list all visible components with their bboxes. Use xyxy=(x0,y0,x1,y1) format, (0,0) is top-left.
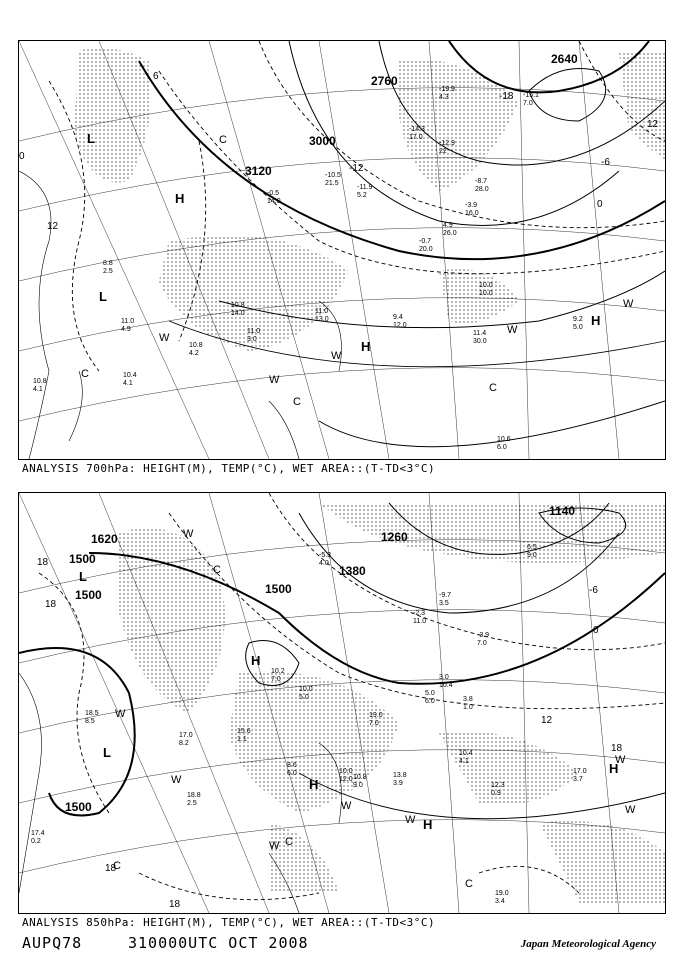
svg-text:3.9: 3.9 xyxy=(393,780,403,787)
svg-text:10.8: 10.8 xyxy=(33,378,47,385)
svg-text:C: C xyxy=(465,878,473,890)
svg-text:7.0: 7.0 xyxy=(477,640,487,647)
svg-text:C: C xyxy=(285,836,293,848)
height-label: 1500 xyxy=(69,552,96,566)
svg-text:3.4: 3.4 xyxy=(495,898,505,905)
svg-text:-11.9: -11.9 xyxy=(357,184,373,191)
svg-text:12: 12 xyxy=(47,221,59,232)
svg-text:C: C xyxy=(113,860,121,872)
svg-text:10.8: 10.8 xyxy=(189,342,203,349)
svg-text:10.0: 10.0 xyxy=(479,282,493,289)
svg-text:5.0: 5.0 xyxy=(425,690,435,697)
height-label: 2760 xyxy=(371,74,398,88)
svg-text:C: C xyxy=(489,382,497,394)
svg-text:5.0: 5.0 xyxy=(573,324,583,331)
svg-text:10.0: 10.0 xyxy=(479,290,493,297)
caption-700hpa: ANALYSIS 700hPa: HEIGHT(M), TEMP(°C), WET AREA::(T-TD<3°C) xyxy=(22,462,436,475)
svg-text:28.0: 28.0 xyxy=(475,186,489,193)
svg-text:W: W xyxy=(341,800,352,812)
svg-text:9.2: 9.2 xyxy=(573,316,583,323)
svg-text:-19.9: -19.9 xyxy=(439,86,455,93)
svg-text:18.5: 18.5 xyxy=(85,710,99,717)
svg-text:4.1: 4.1 xyxy=(123,380,133,387)
svg-text:-3.9: -3.9 xyxy=(477,632,490,639)
svg-text:1.1: 1.1 xyxy=(237,736,247,743)
caption-850hpa: ANALYSIS 850hPa: HEIGHT(M), TEMP(°C), WET AREA::(T-TD<3°C) xyxy=(22,916,436,929)
height-label: 1260 xyxy=(381,530,408,544)
svg-text:22: 22 xyxy=(439,148,447,155)
svg-text:10.4: 10.4 xyxy=(439,682,453,689)
svg-text:8.6: 8.6 xyxy=(287,762,297,769)
svg-text:12.0: 12.0 xyxy=(339,776,353,783)
svg-text:-12: -12 xyxy=(349,163,364,174)
svg-text:5.2: 5.2 xyxy=(357,192,367,199)
svg-text:12.3: 12.3 xyxy=(491,782,505,789)
height-label: 3120 xyxy=(245,164,272,178)
svg-text:C: C xyxy=(213,564,221,576)
svg-text:19.0: 19.0 xyxy=(495,890,509,897)
svg-text:-8.7: -8.7 xyxy=(475,178,488,185)
svg-text:C: C xyxy=(293,396,301,408)
high-center: H xyxy=(175,191,185,206)
svg-text:14.0: 14.0 xyxy=(267,198,281,205)
wet-area xyxy=(119,503,665,903)
svg-text:7.0: 7.0 xyxy=(369,720,379,727)
svg-text:0: 0 xyxy=(19,151,25,162)
svg-text:20.0: 20.0 xyxy=(419,246,433,253)
svg-text:-3.9: -3.9 xyxy=(465,202,478,209)
svg-text:11.0: 11.0 xyxy=(413,618,427,625)
svg-text:18: 18 xyxy=(169,899,181,910)
svg-text:10.0: 10.0 xyxy=(299,686,313,693)
svg-text:0.2: 0.2 xyxy=(31,838,41,845)
svg-text:9.0: 9.0 xyxy=(353,782,363,789)
svg-text:8.2: 8.2 xyxy=(179,740,189,747)
svg-text:0.9: 0.9 xyxy=(491,790,501,797)
high-center: H xyxy=(591,313,601,328)
svg-text:11.0: 11.0 xyxy=(247,328,261,335)
svg-text:1.0: 1.0 xyxy=(463,704,473,711)
low-center: L xyxy=(99,289,107,304)
height-label: 2640 xyxy=(551,52,578,66)
svg-text:-9.7: -9.7 xyxy=(439,592,452,599)
height-label: 1500 xyxy=(265,582,292,596)
svg-text:C: C xyxy=(81,368,89,380)
svg-text:4.1: 4.1 xyxy=(33,386,43,393)
svg-text:12: 12 xyxy=(541,715,553,726)
svg-text:21.5: 21.5 xyxy=(325,180,339,187)
wet-area xyxy=(74,48,665,351)
svg-text:W: W xyxy=(115,708,126,720)
svg-text:0: 0 xyxy=(597,199,603,210)
svg-text:-0.5: -0.5 xyxy=(267,190,280,197)
svg-text:-6: -6 xyxy=(601,157,610,168)
svg-text:30.0: 30.0 xyxy=(473,338,487,345)
high-center: H xyxy=(309,777,319,792)
svg-text:-2.3: -2.3 xyxy=(413,610,426,617)
height-label: 1500 xyxy=(65,800,92,814)
svg-text:10.8: 10.8 xyxy=(353,774,367,781)
svg-text:6.0: 6.0 xyxy=(287,770,297,777)
height-label: 1140 xyxy=(549,504,576,518)
svg-text:9.0: 9.0 xyxy=(527,552,537,559)
svg-text:4.9: 4.9 xyxy=(443,222,453,229)
high-center: H xyxy=(609,761,619,776)
svg-text:5.0: 5.0 xyxy=(299,694,309,701)
svg-text:W: W xyxy=(623,298,634,310)
svg-text:-18: -18 xyxy=(499,91,514,102)
svg-text:4.9: 4.9 xyxy=(121,326,131,333)
svg-text:-0.7: -0.7 xyxy=(419,238,432,245)
svg-text:9.4: 9.4 xyxy=(393,314,403,321)
svg-text:18: 18 xyxy=(37,557,49,568)
map-850hpa xyxy=(19,493,665,913)
svg-text:13.0: 13.0 xyxy=(315,316,329,323)
height-label: 1500 xyxy=(75,588,102,602)
svg-text:8.8: 8.8 xyxy=(103,260,113,267)
svg-text:-14.3: -14.3 xyxy=(409,126,425,133)
svg-text:14.0: 14.0 xyxy=(231,310,245,317)
svg-text:10.2: 10.2 xyxy=(271,668,285,675)
svg-text:10.4: 10.4 xyxy=(459,750,473,757)
svg-text:4.1: 4.1 xyxy=(459,758,469,765)
svg-text:10.6: 10.6 xyxy=(497,436,511,443)
svg-text:6: 6 xyxy=(153,71,159,82)
high-center: H xyxy=(423,817,433,832)
svg-text:-5.3: -5.3 xyxy=(319,552,332,559)
svg-text:3.8: 3.8 xyxy=(463,696,473,703)
svg-text:W: W xyxy=(171,774,182,786)
map-700hpa xyxy=(19,41,665,459)
svg-text:-15.1: -15.1 xyxy=(523,92,539,99)
svg-text:19.0: 19.0 xyxy=(369,712,383,719)
chart-id: AUPQ78 xyxy=(22,934,83,952)
svg-text:W: W xyxy=(331,350,342,362)
svg-text:W: W xyxy=(183,528,194,540)
svg-text:6.0: 6.0 xyxy=(425,698,435,705)
svg-text:17.0: 17.0 xyxy=(573,768,587,775)
svg-text:W: W xyxy=(405,814,416,826)
svg-text:4.3: 4.3 xyxy=(439,94,449,101)
svg-text:10.4: 10.4 xyxy=(123,372,137,379)
high-center: H xyxy=(361,339,371,354)
svg-text:7.0: 7.0 xyxy=(271,676,281,683)
svg-text:10.0: 10.0 xyxy=(339,768,353,775)
svg-text:3.0: 3.0 xyxy=(247,336,257,343)
svg-text:W: W xyxy=(159,332,170,344)
svg-text:-6: -6 xyxy=(589,585,598,596)
svg-text:0: 0 xyxy=(593,625,599,636)
height-label: 3000 xyxy=(309,134,336,148)
svg-text:W: W xyxy=(625,804,636,816)
svg-text:11.4: 11.4 xyxy=(473,330,487,337)
svg-text:C: C xyxy=(219,134,227,146)
svg-text:17.4: 17.4 xyxy=(31,830,45,837)
svg-text:16.0: 16.0 xyxy=(465,210,479,217)
svg-text:-10.5: -10.5 xyxy=(325,172,341,179)
svg-text:3.5: 3.5 xyxy=(439,600,449,607)
svg-text:15.6: 15.6 xyxy=(237,728,251,735)
svg-text:26.0: 26.0 xyxy=(443,230,457,237)
svg-text:18: 18 xyxy=(45,599,57,610)
svg-text:11.0: 11.0 xyxy=(315,308,329,315)
svg-text:3.0: 3.0 xyxy=(439,674,449,681)
svg-text:W: W xyxy=(269,374,280,386)
svg-text:10.8: 10.8 xyxy=(231,302,245,309)
svg-text:8.5: 8.5 xyxy=(85,718,95,725)
low-center: L xyxy=(103,745,111,760)
svg-text:4.0: 4.0 xyxy=(319,560,329,567)
agency-credit: Japan Meteorological Agency xyxy=(520,938,656,950)
svg-text:7.0: 7.0 xyxy=(523,100,533,107)
svg-text:18: 18 xyxy=(611,743,623,754)
svg-text:W: W xyxy=(269,840,280,852)
svg-text:W: W xyxy=(507,324,518,336)
height-label: 1620 xyxy=(91,532,118,546)
svg-text:18.8: 18.8 xyxy=(187,792,201,799)
svg-text:4.2: 4.2 xyxy=(189,350,199,357)
svg-text:2.5: 2.5 xyxy=(103,268,113,275)
svg-text:-12.9: -12.9 xyxy=(439,140,455,147)
chart-panel-700hpa xyxy=(18,40,666,460)
height-label: 1380 xyxy=(339,564,366,578)
low-center: L xyxy=(79,569,87,584)
svg-text:6.0: 6.0 xyxy=(497,444,507,451)
svg-text:12: 12 xyxy=(647,119,659,130)
svg-text:12.0: 12.0 xyxy=(393,322,407,329)
svg-text:2.5: 2.5 xyxy=(187,800,197,807)
svg-text:6.5: 6.5 xyxy=(527,544,537,551)
svg-text:3.7: 3.7 xyxy=(573,776,583,783)
low-center: L xyxy=(87,131,95,146)
svg-text:17.0: 17.0 xyxy=(179,732,193,739)
analysis-datetime: 310000UTC OCT 2008 xyxy=(128,934,309,952)
svg-text:11.0: 11.0 xyxy=(121,318,135,325)
svg-text:17.0: 17.0 xyxy=(409,134,423,141)
svg-text:13.8: 13.8 xyxy=(393,772,407,779)
high-center: H xyxy=(251,653,261,668)
chart-panel-850hpa xyxy=(18,492,666,914)
svg-text:18: 18 xyxy=(105,863,117,874)
svg-text:W: W xyxy=(615,754,626,766)
